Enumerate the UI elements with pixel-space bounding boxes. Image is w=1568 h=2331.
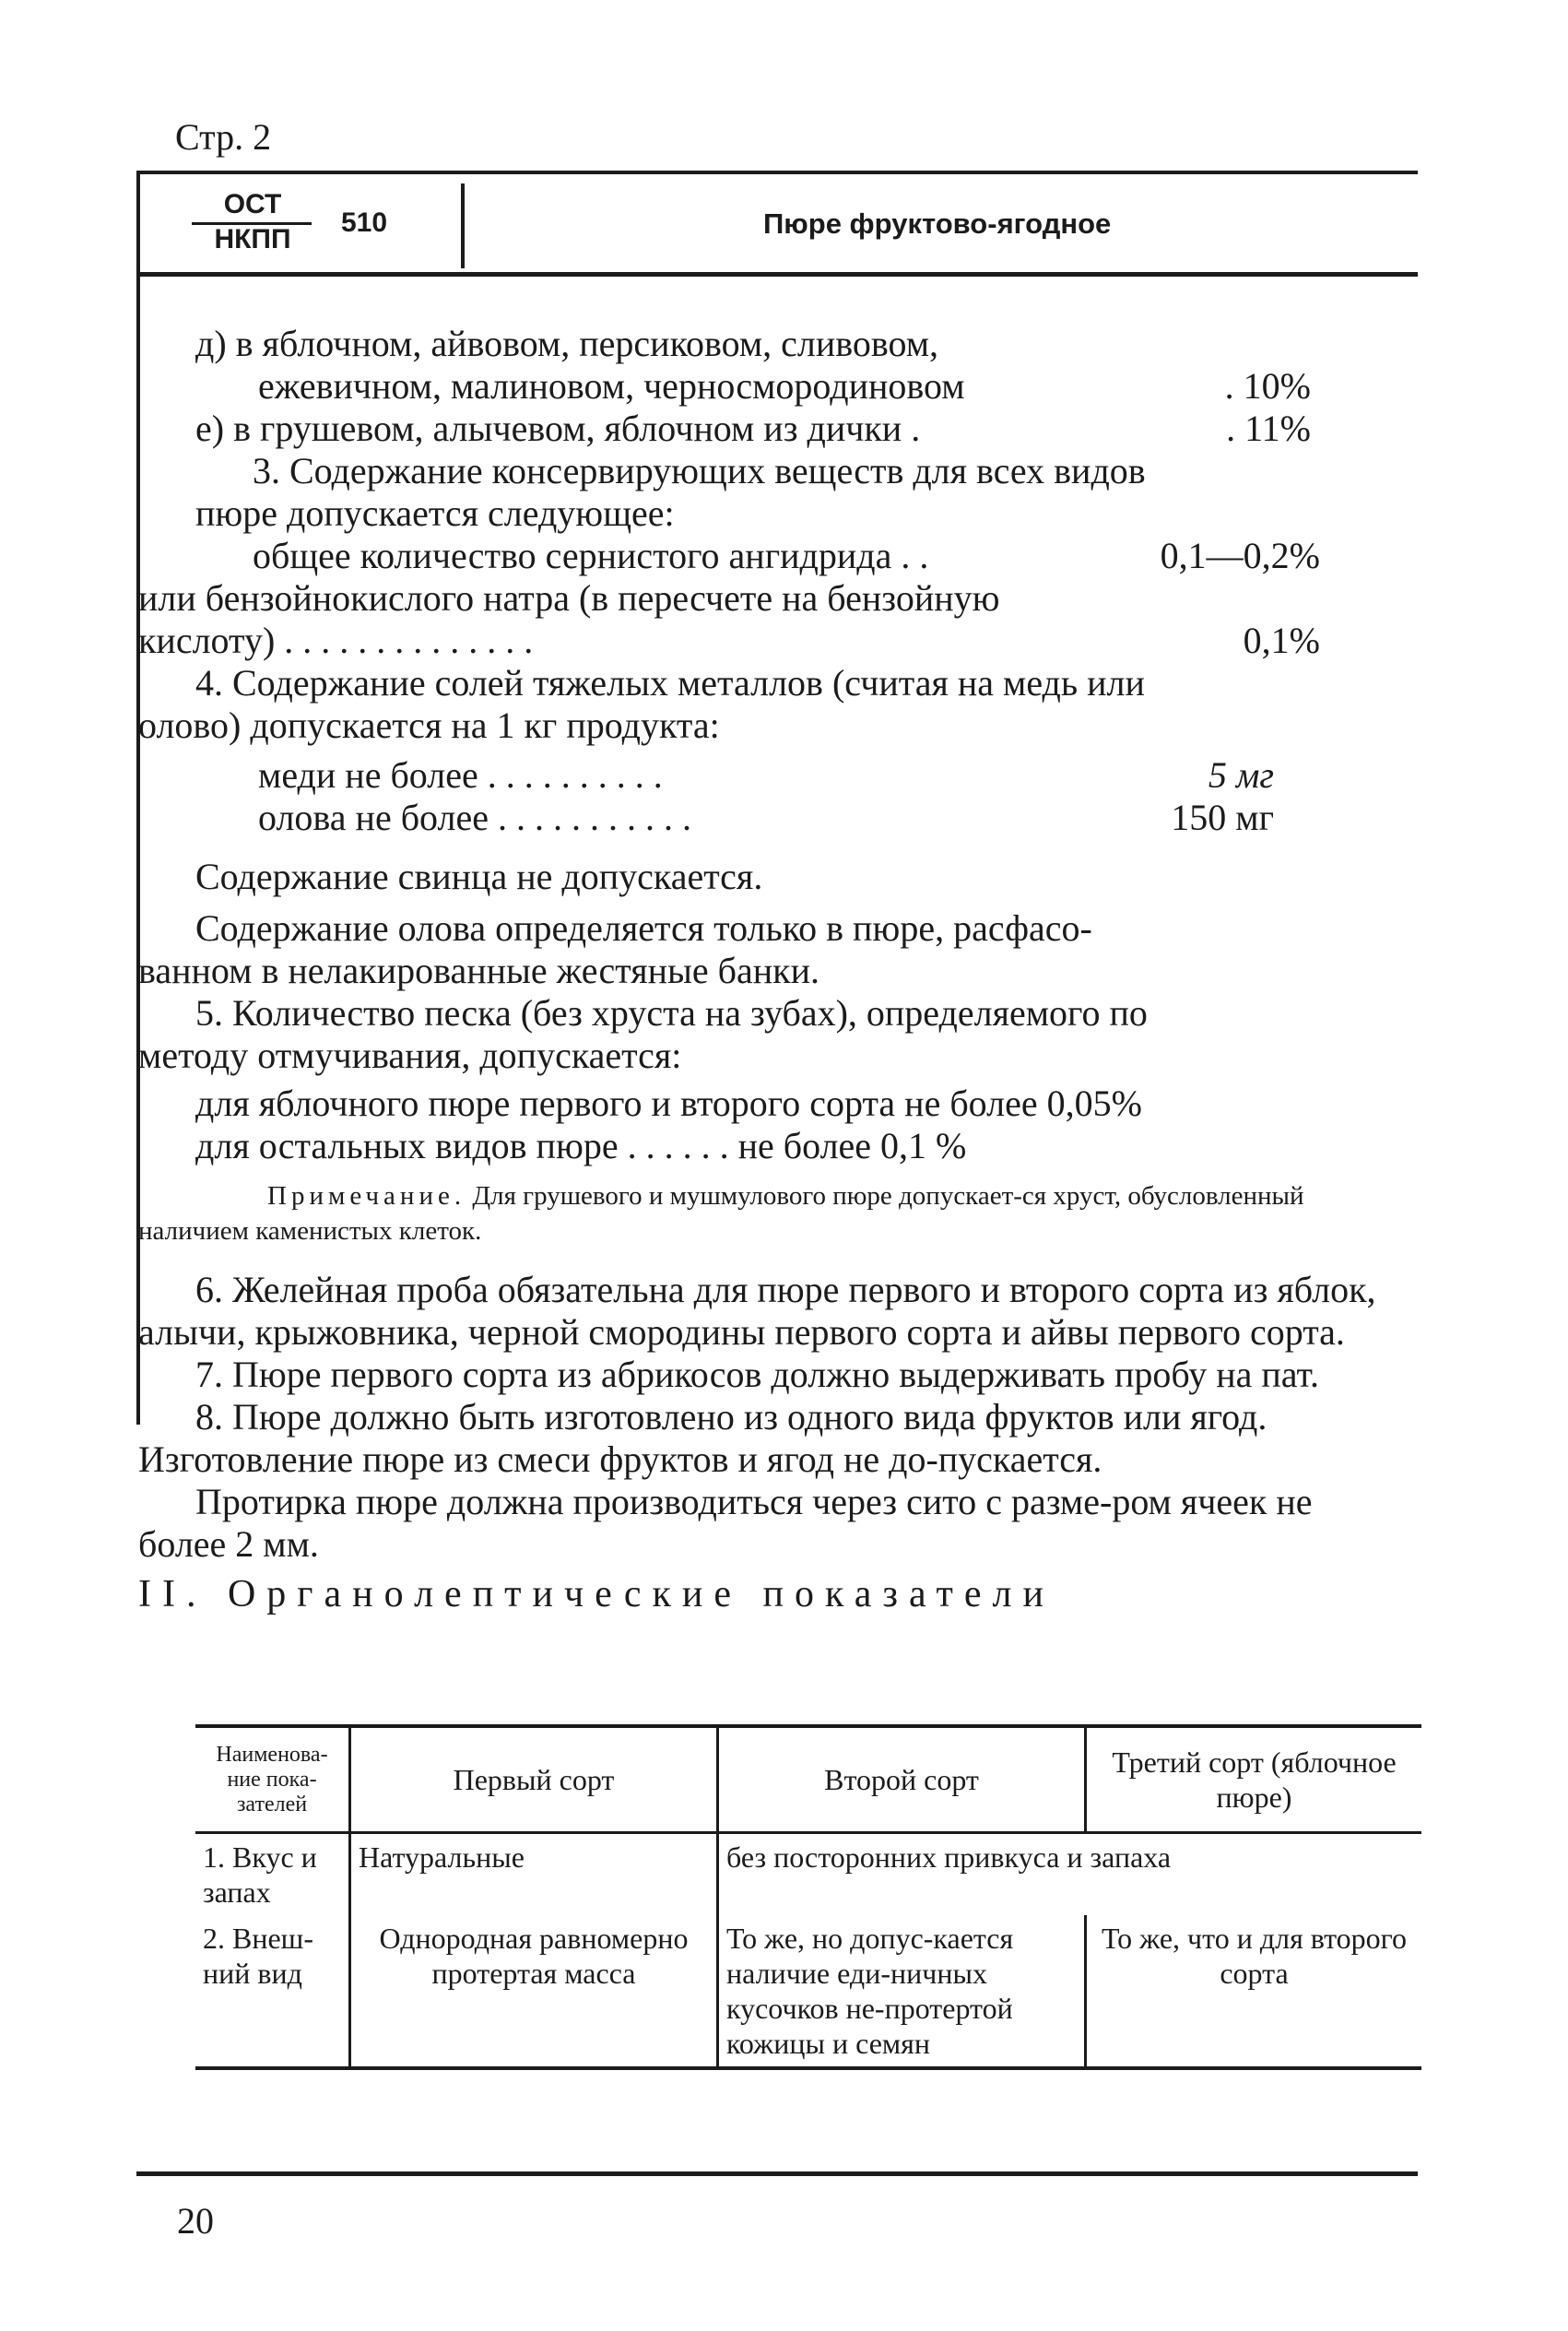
line-e1-value: . 11% xyxy=(1226,408,1311,449)
row2-third: То же, что и для второго сорта xyxy=(1086,1915,1422,2068)
standard-code-nkpp: НКПП xyxy=(214,224,291,254)
para-4e: Содержание свинца не допускается. xyxy=(195,856,763,897)
para-5d: для остальных видов пюре . . . . . . не более 0,1 % xyxy=(195,1125,967,1166)
line-d2-value: . 10% xyxy=(1224,365,1311,407)
para-4d-text: олова не более . . . . . . . . . . . xyxy=(258,797,691,838)
document-title: Пюре фруктово-ягодное xyxy=(763,207,1112,240)
para-3b: пюре допускается следующее: xyxy=(195,492,675,534)
para-4c-value: 5 мг xyxy=(1208,754,1274,796)
header-separator xyxy=(461,183,465,268)
row1-rest: без посторонних привкуса и запаха xyxy=(718,1833,1422,1916)
row2-second: То же, но допус-кается наличие еди-ничных кусочков не-протертой кожицы и семян xyxy=(718,1915,1086,2068)
line-d1: д) в яблочном, айвовом, персиковом, сливовом, xyxy=(195,323,939,364)
para-4b: олово) допускается на 1 кг продукта: xyxy=(138,704,720,746)
para-4c xyxy=(195,754,1394,797)
para-3c-text: общее количество сернистого ангидрида . . xyxy=(253,535,929,576)
standard-code-ost: ОСТ xyxy=(223,189,282,219)
row2-first: Однородная равномерно протертая масса xyxy=(350,1915,718,2068)
para-4c-text: меди не более . . . . . . . . . . xyxy=(258,754,663,796)
para-3e-text: кислоту) . . . . . . . . . . . . . . xyxy=(138,620,534,661)
para-3d: или бензойнокислого натра (в пересчете на бензойную xyxy=(138,577,1000,619)
organoleptic-table xyxy=(195,1724,1421,2070)
page-label: Стр. 2 xyxy=(175,116,272,158)
note-text: Для грушевого и мушмулового пюре допускает-ся хруст, обусловленный наличием каменистых клеток. xyxy=(138,1181,1304,1246)
note-label: Примечание. xyxy=(267,1181,466,1211)
document-header xyxy=(136,171,1418,279)
table-header-row xyxy=(195,1726,1421,1833)
page-number: 20 xyxy=(177,2200,214,2242)
col-second-grade: Второй сорт xyxy=(718,1726,1086,1833)
para-4a: 4. Содержание солей тяжелых металлов (считая на медь или xyxy=(195,662,1145,704)
line-e1 xyxy=(195,408,1394,450)
para-3e xyxy=(138,620,1394,662)
para-5a: 5. Количество песка (без хруста на зубах), определяемого по xyxy=(195,992,1148,1034)
col-third-grade: Третий сорт (яблочное пюре) xyxy=(1086,1726,1422,1833)
para-6: 6. Желейная проба обязательна для пюре первого и второго сорта из яблок, алычи, крыжовника, черной смородины первого сорта и айвы первого сорта. xyxy=(138,1269,1376,1353)
para-3c xyxy=(195,535,1394,577)
para-7: 7. Пюре первого сорта из абрикосов должно выдерживать пробу на пат. xyxy=(195,1354,1319,1395)
line-e1-text: е) в грушевом, алычевом, яблочном из дички . xyxy=(195,408,921,449)
bottom-rule xyxy=(136,2171,1418,2176)
para-4g: ванном в нелакированные жестяные банки. xyxy=(138,950,819,991)
para-3a: 3. Содержание консервирующих веществ для всех видов xyxy=(253,450,1146,491)
section-heading: II. Органолептические показатели xyxy=(138,1573,1055,1615)
para-5b: методу отмучивания, допускается: xyxy=(138,1035,682,1076)
document-body xyxy=(138,323,1394,1615)
table-row xyxy=(195,1915,1421,2068)
para-4d-value: 150 мг xyxy=(1171,797,1274,838)
para-3c-value: 0,1—0,2% xyxy=(1160,535,1320,576)
para-5c: для яблочного пюре первого и второго сорта не более 0,05% xyxy=(195,1083,1142,1124)
para-3e-value: 0,1% xyxy=(1243,620,1320,661)
row1-first: Натуральные xyxy=(350,1833,718,1916)
para-4f: Содержание олова определяется только в пюре, расфасо- xyxy=(195,907,1092,949)
header-bottom-rule xyxy=(136,272,1418,277)
line-d2-text: ежевичном, малиновом, черносмородиновом xyxy=(258,365,965,407)
row2-name: 2. Внеш-ний вид xyxy=(195,1915,350,2068)
standard-number: 510 xyxy=(341,207,388,238)
table-row xyxy=(195,1833,1421,1916)
para-9: Протирка пюре должна производиться через сито с разме-ром ячеек не более 2 мм. xyxy=(138,1481,1313,1565)
col-first-grade: Первый сорт xyxy=(350,1726,718,1833)
note xyxy=(138,1178,1394,1248)
para-8: 8. Пюре должно быть изготовлено из одного вида фруктов или ягод. Изготовление пюре из смеси фруктов и ягод не до-пускается. xyxy=(138,1396,1267,1480)
para-4d xyxy=(195,797,1394,839)
col-indicator-name: Наименова-ние пока-зателей xyxy=(195,1726,350,1833)
line-d2 xyxy=(195,365,1394,408)
row1-name: 1. Вкус и запах xyxy=(203,1840,317,1909)
header-top-rule xyxy=(136,171,1418,174)
